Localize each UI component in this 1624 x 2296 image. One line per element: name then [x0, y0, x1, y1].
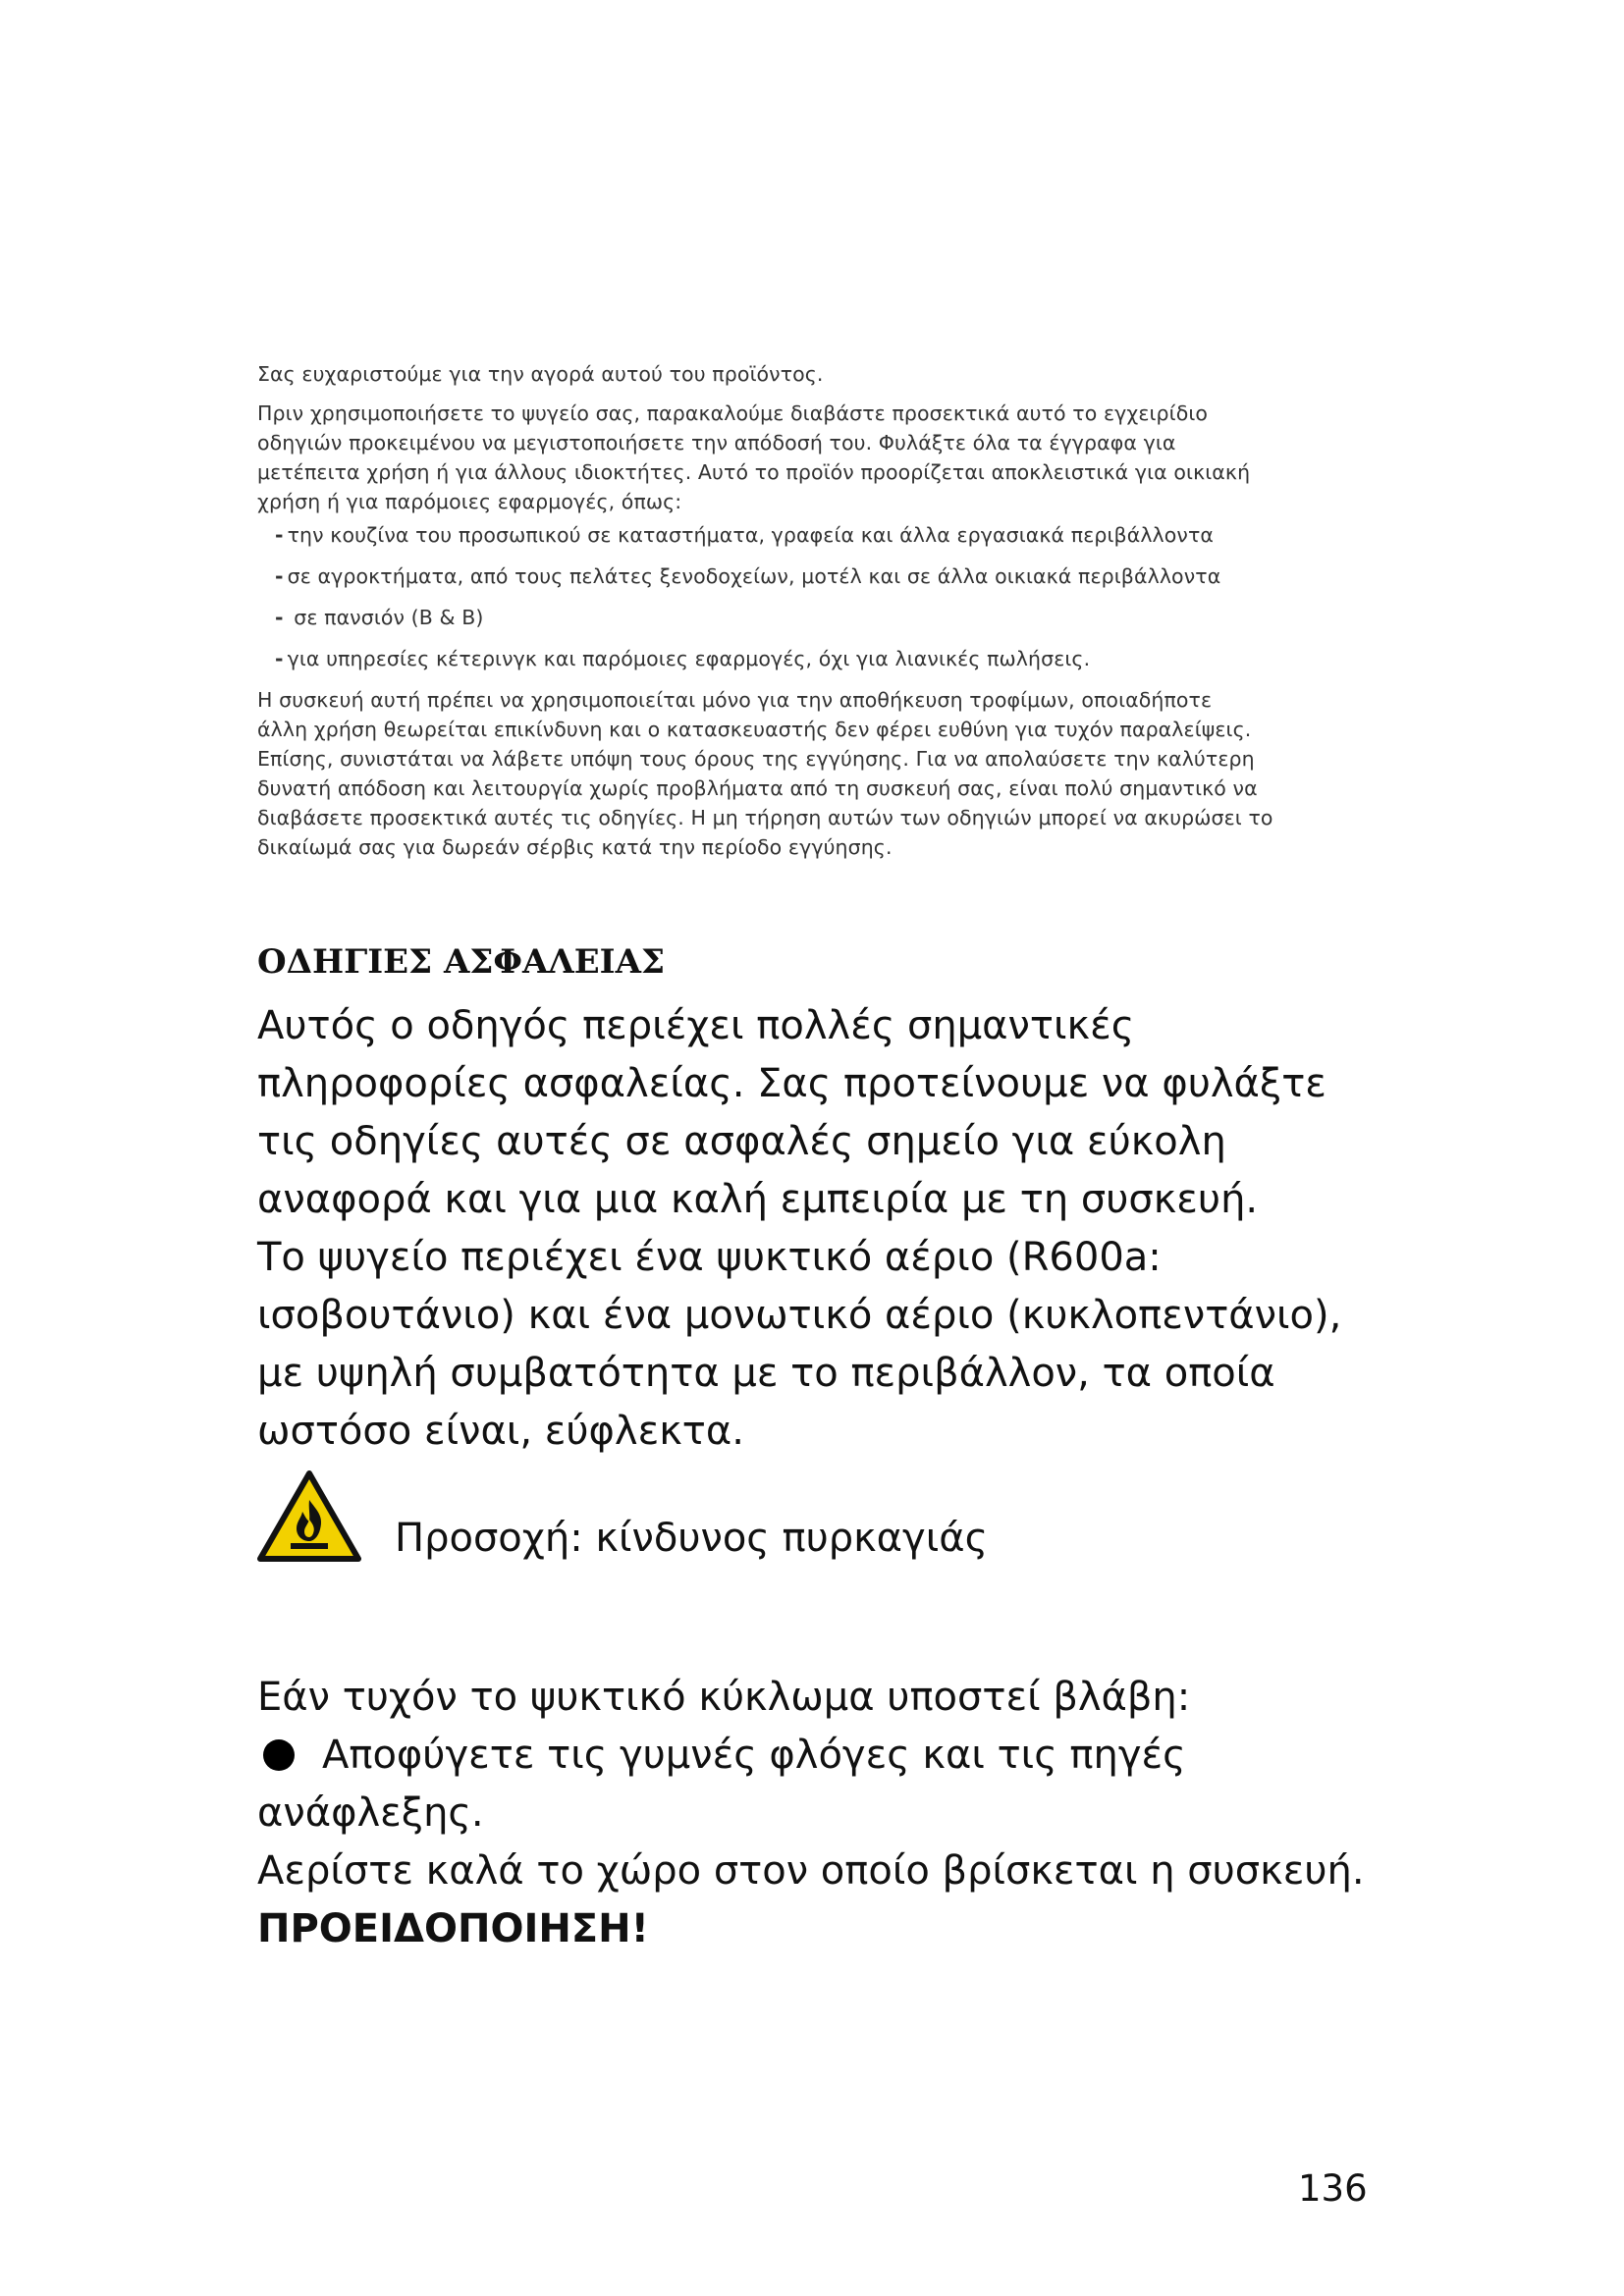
ventilate-text: Αερίστε καλά το χώρο στον οποίο βρίσκεται η συσκευή. [257, 1848, 1365, 1894]
bullet-icon [263, 1739, 295, 1771]
safety-paragraph-text: Αυτός ο οδηγός περιέχει πολλές σημαντικές πληροφορίες ασφαλείας. Σας προτείνουμε να φυλάξτε τις οδηγίες αυτές σε ασφαλές σημείο για εύκολη αναφορά και για μια καλή εμπειρία με τη συσκευή. Το ψυγείο περιέχει ένα ψυκτικό αέριο (R600a: ισοβουτάνιο) και ένα μονωτικό αέριο (κυκλοπεντάνιο), με υψηλή συμβατότητα με το περιβάλλον, τα οποία ωστόσο είναι, εύφλεκτα. [257, 1003, 1342, 1454]
circuit-damage-text: Εάν τυχόν το ψυκτικό κύκλωμα υποστεί βλάβη: [257, 1675, 1191, 1720]
dash-marker: - [275, 647, 284, 670]
bullet-text-continued: ανάφλεξης. [257, 1790, 484, 1836]
fire-warning-row [257, 1470, 1337, 1578]
warning-heading: ΠΡΟΕΙΔΟΠΟΙΗΣΗ! [257, 1906, 649, 1951]
list-item: - σε αγροκτήματα, από τους πελάτες ξενοδοχείων, μοτέλ και σε άλλα οικιακά περιβάλλοντα [275, 564, 1221, 588]
circuit-damage-block [257, 1669, 1416, 1958]
intro-block [257, 359, 1367, 862]
dash-marker: - [275, 606, 284, 629]
list-item: - σε πανσιόν (B & B) [275, 606, 484, 629]
safety-paragraph [257, 997, 1416, 1461]
intro-paragraph-2: Η συσκευή αυτή πρέπει να χρησιμοποιείται μόνο για την αποθήκευση τροφίμων, οποιαδήποτε άλλη χρήση θεωρείται επικίνδυνη και ο κατασκευαστής δεν φέρει ευθύνη για τυχόν παραλείψεις. Επίσης, συνιστάται να λάβετε υπόψη τους όρους της εγγύησης. Για να απολαύσετε την καλύτερη δυνατή απόδοση και λειτουργία χωρίς προβλήματα από τη συσκευή σας, είναι πολύ σημαντικό να διαβάσετε προσεκτικά αυτές τις οδηγίες. Η μη τήρηση αυτών των οδηγιών μπορεί να ακυρώσει το δικαίωμά σας για δωρεάν σέρβις κατά την περίοδο εγγύησης. [257, 688, 1273, 859]
intro-thanks: Σας ευχαριστούμε για την αγορά αυτού του προϊόντος. [257, 362, 824, 386]
page-number: 136 [1298, 2167, 1368, 2210]
list-item: - για υπηρεσίες κέτερινγκ και παρόμοιες εφαρμογές, όχι για λιανικές πωλήσεις. [275, 647, 1091, 670]
list-item [257, 1727, 1416, 1785]
dash-marker: - [275, 523, 284, 547]
usage-list [257, 520, 1367, 673]
list-item: - την κουζίνα του προσωπικού σε καταστήματα, γραφεία και άλλα εργασιακά περιβάλλοντα [275, 523, 1215, 547]
fire-warning-text: Προσοχή: κίνδυνος πυρκαγιάς [395, 1516, 989, 1561]
safety-section-title: ΟΔΗΓΙΕΣ ΑΣΦΑΛΕΙΑΣ [257, 942, 665, 982]
flammable-warning-icon [257, 1470, 361, 1563]
bullet-text: Αποφύγετε τις γυμνές φλόγες και τις πηγές [322, 1733, 1186, 1778]
dash-marker: - [275, 564, 284, 588]
intro-paragraph-1: Πριν χρησιμοποιήσετε το ψυγείο σας, παρακαλούμε διαβάστε προσεκτικά αυτό το εγχειρίδιο οδηγιών προκειμένου να μεγιστοποιήσετε την απόδοσή του. Φυλάξτε όλα τα έγγραφα για μετέπειτα χρήση ή για άλλους ιδιοκτήτες. Αυτό το προϊόν προορίζεται αποκλειστικά για οικιακή χρήση ή για παρόμοιες εφαρμογές, όπως: [257, 401, 1251, 513]
